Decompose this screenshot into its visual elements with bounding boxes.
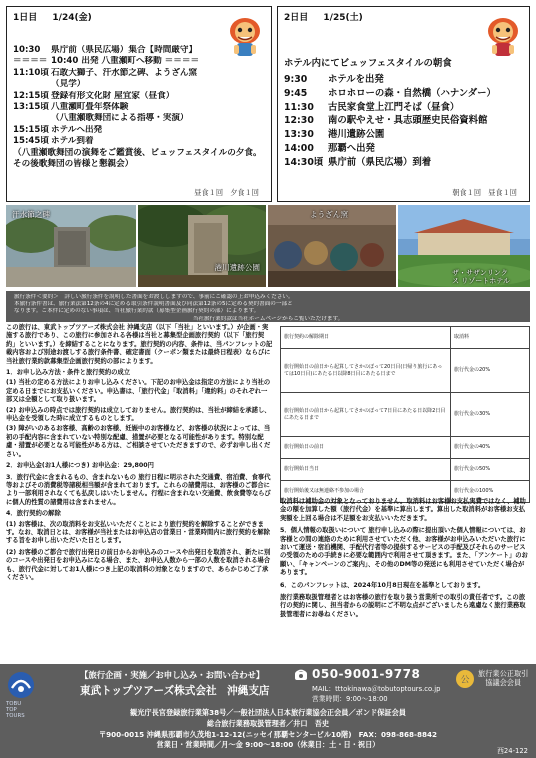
section-3-included: 3．旅行代金に含まれるもの、含まれないもの 旅行日程に明示された交通費、宿泊費、食事代等およびその消費税等諸税相当額が含まれております。これらの諸費用は、お客様のご都合により一部利用されなくても払戻しはいたしません。行程に含まれない交通費、飲食費等ならびに個人的性質の諸費用は含まれません。 bbox=[6, 473, 271, 506]
photo-caption-yozan: ようざん窯 bbox=[310, 210, 348, 219]
day2-meals: 朝食１回 昼食１回 bbox=[452, 188, 517, 197]
table-row bbox=[281, 437, 530, 459]
fee-amount: 旅行代金の20% bbox=[451, 349, 530, 393]
schedule-row bbox=[284, 156, 525, 170]
schedule-time: 9:45 bbox=[284, 87, 308, 99]
logo-text: TOBU TOP TOURS bbox=[6, 701, 25, 719]
section-4-item-2: (2) お客様のご都合で旅行出発日の前日からお申込みのコースや出発日を取消され、新たに別のコースや出発日をお申込みになる場合、また、お申込人数から一部の人数を取消される場合も、旅行代金に対してお1人様につき上記の取消料の対象となりますので、あらかじめご了承ください。 bbox=[6, 548, 271, 581]
shisa-mascot-icon bbox=[483, 13, 523, 59]
schedule-time: 13:30 bbox=[284, 129, 314, 141]
schedule-time: 9:30 bbox=[284, 74, 308, 85]
schedule-activity: 港川遺跡公園 bbox=[328, 129, 385, 141]
schedule-activity: ホロホローの森・自然橋（ハナンダー） bbox=[328, 87, 496, 99]
section-5-privacy: 5．個人情報の取扱いについて 旅行申し込みの際に提出頂いた個人情報については、お客様との間の連絡のために利用させていただく他、お客様がお申込みいただいた旅行において運送・宿泊機関、手配代行者等の提供するサービスの手配及びそれらのサービスの受領のための手続きに必要な範囲内で利用させて頂きます。また、「アンケート」のお願い、「キャンペーンのご案内」、その他のDM等の発送にも利用させていただく場合があります。 bbox=[280, 527, 528, 577]
day2-intro: ホテル内にてビュッフェスタイルの朝食 bbox=[284, 58, 452, 69]
day2-title: 2日目 bbox=[284, 13, 309, 23]
fair-trade-council: 旅行業公正取引 協議会会員 bbox=[478, 669, 529, 687]
fee-amount: 旅行代金の100% bbox=[451, 481, 530, 503]
day2-itinerary bbox=[277, 6, 530, 202]
schedule-activity: （見学） bbox=[51, 79, 86, 90]
schedule-row bbox=[13, 91, 267, 102]
schedule-row bbox=[284, 142, 525, 156]
section-4-heading: 4．旅行契約の解除 bbox=[6, 510, 61, 518]
fee-period: 旅行開始日の前日から起算してさかのぼって7日目にあたる日以降2日目にあたる日まで bbox=[281, 393, 451, 437]
photo-minatogawa bbox=[138, 205, 266, 287]
schedule-time: 14:00 bbox=[284, 142, 314, 154]
fee-period: 旅行開始日の前日から起算してさかのぼって20日目(日帰り旅行にあっては10日目)にあたる日以降8日目にあたる日まで bbox=[281, 349, 451, 393]
schedule-activity: 八重瀬町畳年祭体験 bbox=[51, 102, 129, 113]
table-row bbox=[281, 393, 530, 437]
address-line: 〒900-0015 沖縄県那覇市久茂地1-12-12(ニッセイ那覇センタービル10階) FAX：098-868-8842 bbox=[98, 729, 438, 739]
section-1-item-3: (3) 障がいのあるお客様、高齢のお客様、妊娠中のお客様など、お客様の状況によっては、当初の手配内容に含まれていない特別な配慮、措置が必要となる可能性があります。特別な配慮・措置が必要となる可能性がある方は、ご相談させていただきますので、必ずお申し出ください。 bbox=[6, 425, 271, 458]
conditions-intro: この旅行は、東武トップツアーズ株式会社 沖縄支店（以下「当社」といいます。）が企画・実施する旅行であり、この旅行に参加される各様は当社と募集型企画旅行契約（以下「旅行契約」といいます。）を締結することになります。旅行契約の内容、条件は、当パンフレットの記載内容および別途お渡しする旅行条件書、確定書面（クーポン類または最終日程表）ならびに当社旅行業約款募集型企画旅行契約の部によります。 bbox=[6, 324, 273, 365]
schedule-activity: ホテル到着 bbox=[51, 136, 94, 147]
hours-line: 営業日・営業時間／月～金 9:00～18:00（休業日：土・日・祝日） bbox=[156, 740, 380, 750]
day1-schedule bbox=[13, 45, 267, 170]
section-2-deposit: 2．お申込金(お1人様につき) お申込金：29,800円 bbox=[6, 462, 154, 470]
schedule-time bbox=[13, 113, 51, 124]
manager-line: 総合旅行業務取扱管理者／井口 吾史 bbox=[206, 718, 330, 728]
fee-amount: 旅行代金の30% bbox=[451, 393, 530, 437]
schedule-activity: 那覇へ出発 bbox=[328, 142, 375, 154]
schedule-time: 11:30 bbox=[284, 101, 314, 113]
schedule-row bbox=[13, 113, 267, 124]
schedule-row bbox=[13, 45, 267, 56]
photo-caption-monument: 汗水節之碑 bbox=[12, 210, 50, 219]
fair-trade-council-icon bbox=[455, 669, 475, 689]
notice-line: 当社旅行業約款は当社ホームページからご覧いただけます。 bbox=[192, 315, 344, 322]
schedule-activity: 県庁前（県民広場）集合【時間厳守】 bbox=[51, 45, 198, 55]
schedule-time: 15:15頃 bbox=[13, 124, 49, 135]
schedule-time: 12:30 bbox=[284, 115, 314, 127]
schedule-time: 10:30 bbox=[13, 45, 41, 55]
schedule-time bbox=[13, 79, 51, 90]
day2-schedule bbox=[284, 73, 525, 170]
schedule-time: 12:15頃 bbox=[13, 90, 49, 101]
schedule-activity: ホテルへ出発 bbox=[51, 124, 103, 135]
day2-date: 1/25(土) bbox=[323, 13, 363, 23]
schedule-row bbox=[284, 128, 525, 142]
photo-caption-minatogawa: 港川遺跡公園 bbox=[214, 263, 260, 272]
day1-itinerary bbox=[6, 6, 272, 202]
company-name: 東武トップツアーズ株式会社 沖縄支店 bbox=[80, 685, 270, 697]
schedule-activity: 県庁前（県民広場）到着 bbox=[328, 156, 432, 168]
photo-caption-hotel: ザ・サザンリンクス リゾートホテル bbox=[452, 269, 510, 285]
day2-intro-wrap bbox=[284, 57, 525, 71]
photo-monument bbox=[6, 205, 136, 287]
schedule-row bbox=[13, 125, 267, 136]
schedule-activity: 登録有形文化財 屋宜家（昼食） bbox=[51, 90, 175, 101]
schedule-time: 13:15頃 bbox=[13, 102, 49, 113]
cancellation-fee-table bbox=[280, 326, 530, 503]
day1-evening-note: （八重瀬歌舞団の演舞をご鑑賞後、ビュッフェスタイルの夕食。その後歌舞団の皆様と懇親会） bbox=[13, 147, 262, 170]
schedule-row bbox=[13, 102, 267, 113]
schedule-row bbox=[284, 73, 525, 87]
section-1-heading: 1．お申し込み方法・条件と旅行契約の成立 bbox=[6, 369, 131, 377]
schedule-row bbox=[13, 79, 267, 90]
schedule-activity: （八重瀬歌舞団による指導・実演） bbox=[51, 113, 189, 124]
section-6-date: 6．このパンフレットは、2024年10月8日現在を基準としております。 bbox=[280, 581, 485, 589]
day1-title: 1日目 bbox=[13, 13, 38, 23]
phone-number[interactable]: 050-9001-9778 bbox=[312, 667, 421, 681]
registration-info bbox=[0, 708, 536, 751]
schedule-row bbox=[284, 101, 525, 115]
registration-line: 観光庁長官登録旅行業第38号／一般社団法人日本旅行業協会正会員／ボンド保証会員 bbox=[130, 708, 406, 717]
schedule-activity: 10:40 出発 八重瀬町へ移動 ＝＝＝＝ bbox=[51, 56, 200, 67]
fee-table-header bbox=[281, 327, 530, 349]
notice-line: 旅行条件＜要約＞ 詳しい旅行条件を説明した書面をお渡ししますので、事前にご確認の上お申込みください。 bbox=[14, 294, 294, 300]
manager-note: 旅行業務取扱管理者とはお客様の旅行を取り扱う営業所での取引の責任者です。この旅行の契約に関し、担当者からの説明にご不明な点がございましたら遠慮なく旅行業務取扱管理者にお尋ねください。 bbox=[280, 594, 526, 618]
schedule-row bbox=[13, 136, 267, 147]
document-code: 西24-122 bbox=[497, 747, 528, 755]
table-row bbox=[281, 459, 530, 481]
fee-header-period: 旅行契約の解除期日 bbox=[281, 327, 451, 349]
section-1-item-1: (1) 当社の定める方法によりお申し込みください。下記のお申込金は指定の方法により当社の定める日までにお支払いください。申込書は、「旅行代金」「取消料」「違約料」のそれぞれ一部又は全額として取り扱います。 bbox=[6, 379, 271, 404]
fee-amount: 旅行代金の40% bbox=[451, 437, 530, 459]
cancellation-subsidy-note: 取消料は補助金の対象となっておりません。取消料はお客様お支払実費ではなく、補助金の額を加算した額（旅行代金）を基準に算出します。算出した取消料がお客様お支払実額を上回る場合は不足額をお支払いいただきます。 bbox=[280, 498, 526, 522]
schedule-activity: 石敢大獅子、汗水節之碑、ようざん窯 bbox=[51, 67, 198, 78]
fee-header-fee: 取消料 bbox=[451, 327, 530, 349]
fee-period: 旅行開始日当日 bbox=[281, 459, 451, 481]
schedule-row bbox=[284, 114, 525, 128]
photo-resort-hotel bbox=[398, 205, 530, 287]
travel-conditions bbox=[6, 324, 273, 584]
schedule-time: 14:30頃 bbox=[284, 156, 324, 168]
fee-amount: 旅行代金の50% bbox=[451, 459, 530, 481]
schedule-activity: ホテルを出発 bbox=[328, 74, 384, 85]
schedule-row bbox=[13, 56, 267, 67]
travel-conditions-summary bbox=[6, 291, 530, 322]
table-row bbox=[281, 349, 530, 393]
schedule-row bbox=[13, 68, 267, 79]
photo-yozan-kiln bbox=[268, 205, 396, 287]
schedule-row bbox=[284, 87, 525, 101]
svg-text:公: 公 bbox=[460, 675, 470, 686]
fee-period: 旅行開始日の前日 bbox=[281, 437, 451, 459]
schedule-time: ＝＝＝＝ bbox=[13, 56, 48, 67]
day1-meals: 昼食１回 夕食１回 bbox=[194, 188, 259, 197]
schedule-time: 11:10頃 bbox=[13, 67, 49, 78]
section-1-item-2: (2) お申込みの時点では旅行契約は成立しておりません。旅行契約は、当社が締結を承諾し、申込金を受領した時に成立するものとします。 bbox=[6, 406, 271, 423]
tobu-top-tours-logo-icon bbox=[6, 670, 36, 700]
schedule-time: 15:45頃 bbox=[13, 136, 49, 147]
footer bbox=[0, 664, 536, 758]
travel-conditions-continued bbox=[280, 498, 530, 623]
notice-line: なります。ご本件に定めのない事項は、当社旅行業約款（募集型企画旅行契約の部）によります。 bbox=[14, 308, 260, 315]
schedule-activity: 古民家食堂上江門そば（昼食） bbox=[328, 101, 460, 113]
notice-line: 本旅行条件書は、旅行業法第12条の4に定める取引条件説明書面及び同法第12条の5に定める契約書面の一部と bbox=[14, 301, 293, 308]
fee-period: 旅行開始後又は無連絡不参加の場合 bbox=[281, 481, 451, 503]
section-4-item-1: (1) お客様は、次の取消料をお支払いいただくことにより旅行契約を解除することができます。なお、取消日とは、お客様が当社またはお申込店の営業日・営業時間内に旅行契約を解除する旨をお申し出いただいた日とします。 bbox=[6, 520, 270, 545]
email-address[interactable]: MAIL：tttokinawa＠tobutoptours.co.jp bbox=[312, 685, 441, 693]
day1-date: 1/24(金) bbox=[52, 13, 92, 23]
schedule-activity: 南の駅やえせ・具志頭歴史民俗資料館 bbox=[328, 115, 488, 127]
business-hours: 営業時間：9:00～18:00 bbox=[312, 695, 388, 703]
phone-icon bbox=[294, 669, 308, 681]
footer-label: 【旅行企画・実施／お申し込み・お問い合わせ】 bbox=[80, 670, 265, 680]
